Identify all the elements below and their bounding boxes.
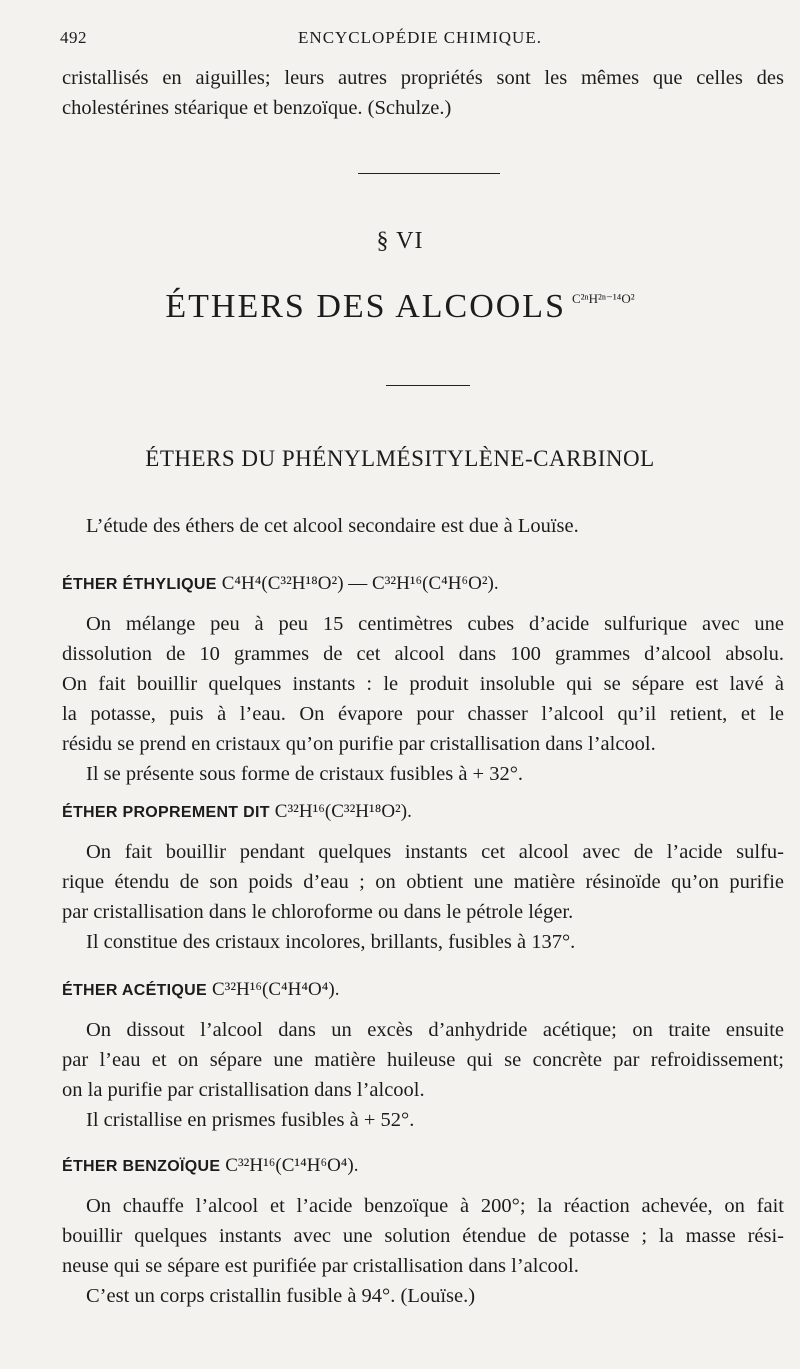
section-subtitle: ÉTHERS DU PHÉNYLMÉSITYLÈNE-CARBINOL bbox=[145, 446, 655, 471]
text-line: par cristallisation dans le chloroforme ou dans le pétrole léger. bbox=[62, 901, 574, 923]
text-line: On dissout l’alcool dans un excès d’anhydride acétique; on traite ensuite bbox=[86, 1019, 784, 1041]
text-line: On chauffe l’alcool et l’acide benzoïque à 200°; la réaction achevée, on fait bbox=[86, 1195, 784, 1217]
section-title bbox=[0, 288, 800, 326]
text-line: par l’eau et on sépare une matière huileuse qui se concrète par refroidissement; bbox=[62, 1049, 784, 1071]
text-line: cholestérines stéarique et benzoïque. (Schulze.) bbox=[62, 97, 452, 119]
ether-formula: C³²H¹⁶(C³²H¹⁸O²). bbox=[274, 801, 412, 822]
text-line: C’est un corps cristallin fusible à 94°. (Louïse.) bbox=[86, 1285, 476, 1307]
text-line: bouillir quelques instants avec une solution étendue de potasse ; la masse rési- bbox=[62, 1225, 784, 1247]
text-line: rique étendu de son poids d’eau ; on obtient une matière résinoïde qu’on purifie bbox=[62, 871, 784, 893]
section-title-formula: C²ⁿH²ⁿ⁻¹⁴O² bbox=[571, 291, 635, 306]
text-line: résidu se prend en cristaux qu’on purifie par cristallisation dans l’alcool. bbox=[62, 733, 656, 755]
page-header bbox=[60, 28, 780, 52]
text-line: cristallisés en aiguilles; leurs autres propriétés sont les mêmes que celles des bbox=[62, 67, 784, 89]
text-line: Il se présente sous forme de cristaux fusibles à + 32°. bbox=[86, 763, 524, 785]
ether-name: ÉTHER PROPREMENT DIT bbox=[62, 804, 270, 821]
section-intro: L’étude des éthers de cet alcool secondaire est due à Louïse. bbox=[86, 515, 579, 537]
text-line: neuse qui se sépare est purifiée par cristallisation dans l’alcool. bbox=[62, 1255, 579, 1277]
ether-heading bbox=[62, 1155, 359, 1177]
ether-name: ÉTHER ÉTHYLIQUE bbox=[62, 576, 217, 593]
text-line: On mélange peu à peu 15 centimètres cubes d’acide sulfurique avec une bbox=[86, 613, 784, 635]
ether-formula: C³²H¹⁶(C¹⁴H⁶O⁴). bbox=[225, 1155, 359, 1176]
ether-heading bbox=[62, 979, 339, 1001]
title-divider bbox=[386, 385, 470, 386]
section-divider bbox=[358, 173, 500, 174]
text-line: Il constitue des cristaux incolores, brillants, fusibles à 137°. bbox=[86, 931, 576, 953]
section-title-text: ÉTHERS DES ALCOOLS bbox=[165, 288, 566, 325]
ether-heading bbox=[62, 801, 412, 823]
ether-name: ÉTHER BENZOÏQUE bbox=[62, 1158, 221, 1175]
text-line: Il cristallise en prismes fusibles à + 52°. bbox=[86, 1109, 415, 1131]
page-number: 492 bbox=[60, 28, 87, 47]
text-line: On fait bouillir pendant quelques instants cet alcool avec de l’acide sulfu- bbox=[86, 841, 784, 863]
text-line: la potasse, puis à l’eau. On évapore pour chasser l’alcool qu’il retient, et le bbox=[62, 703, 784, 725]
text-line: on la purifie par cristallisation dans l’alcool. bbox=[62, 1079, 425, 1101]
ether-formula: C⁴H⁴(C³²H¹⁸O²) — C³²H¹⁶(C⁴H⁶O²). bbox=[221, 573, 499, 594]
section-number: § VI bbox=[376, 228, 424, 254]
text-line: On fait bouillir quelques instants : le produit insoluble qui se sépare est lavé à bbox=[62, 673, 784, 695]
running-title: ENCYCLOPÉDIE CHIMIQUE. bbox=[298, 28, 542, 47]
text-line: dissolution de 10 grammes de cet alcool dans 100 grammes d’alcool absolu. bbox=[62, 643, 784, 665]
ether-formula: C³²H¹⁶(C⁴H⁴O⁴). bbox=[211, 979, 340, 1000]
ether-name: ÉTHER ACÉTIQUE bbox=[62, 982, 207, 999]
ether-heading bbox=[62, 573, 499, 595]
